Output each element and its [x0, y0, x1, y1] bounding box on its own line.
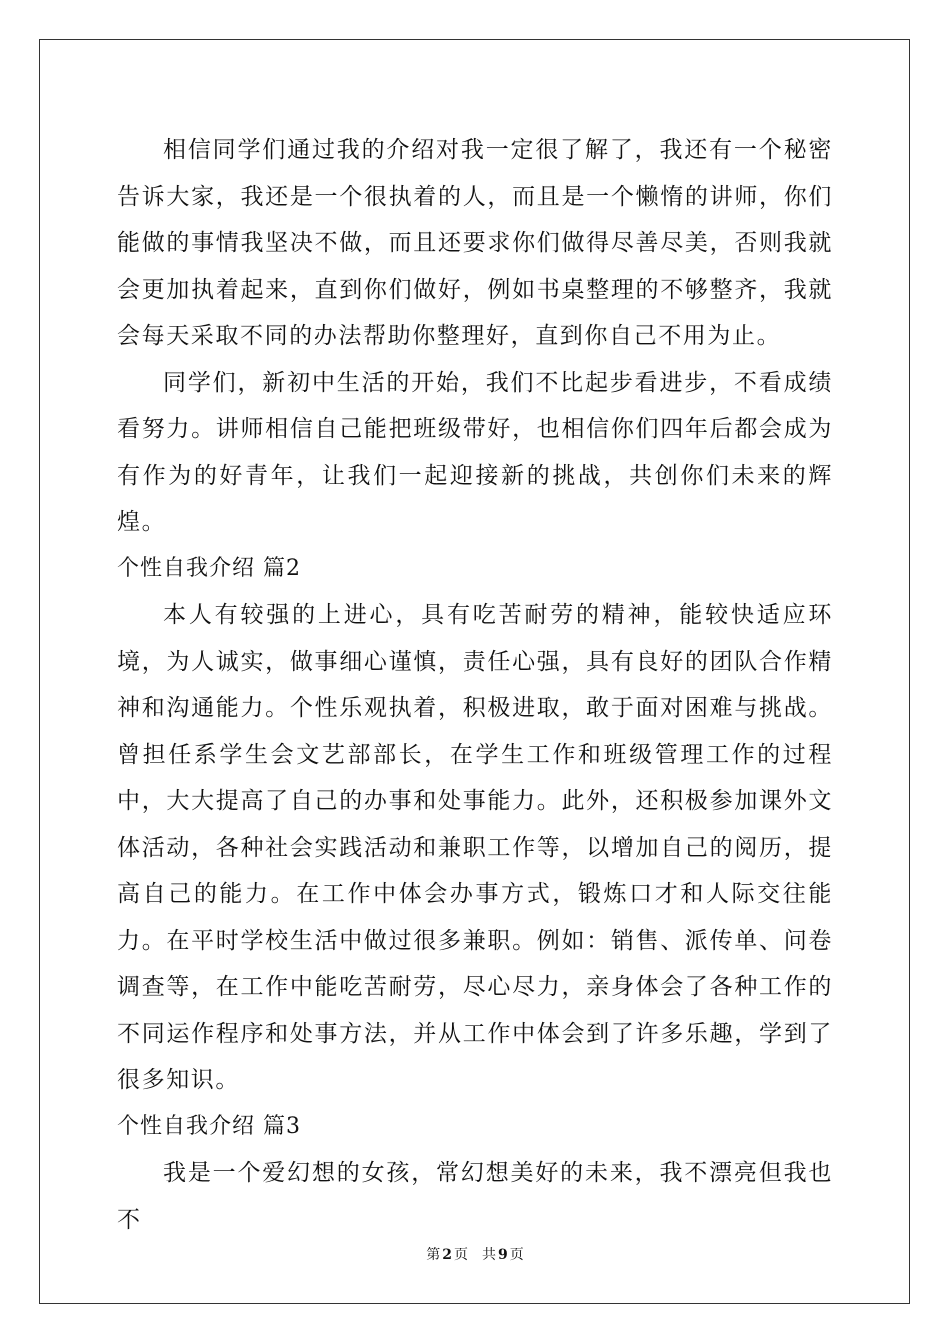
paragraph-3: 本人有较强的上进心，具有吃苦耐劳的精神，能较快适应环境，为人诚实，做事细心谨慎，责任心强，具有良好的团队合作精神和沟通能力。个性乐观执着，积极进取，敢于面对困难与挑战。曾担任系学生会文艺部部长，在学生工作和班级管理工作的过程中，大大提高了自己的办事和处事能力。此外，还积极参加课外文体活动，各种社会实践活动和兼职工作等，以增加自己的阅历，提高自己的能力。在工作中体会办事方式，锻炼口才和人际交往能力。在平时学校生活中做过很多兼职。例如：销售、派传单、问卷调查等，在工作中能吃苦耐劳，尽心尽力，亲身体会了各种工作的不同运作程序和处事方法，并从工作中体会到了许多乐趣，学到了很多知识。 [117, 602, 833, 1093]
page-total: 9 [498, 1247, 508, 1263]
page-footer [0, 1246, 950, 1264]
section-heading-2: 个性自我介绍 篇2 [117, 555, 301, 581]
paragraph-2: 同学们，新初中生活的开始，我们不比起步看进步，不看成绩看努力。讲师相信自己能把班级带好，也相信你们四年后都会成为有作为的好青年，让我们一起迎接新的挑战，共创你们未来的辉煌。 [117, 369, 833, 535]
paragraph-4: 我是一个爱幻想的女孩，常幻想美好的未来，我不漂亮但我也不 [117, 1160, 833, 1233]
page-prefix: 第 [426, 1247, 441, 1263]
total-prefix: 共 [482, 1247, 496, 1263]
document-body [117, 127, 833, 1243]
total-suffix: 页 [509, 1247, 524, 1263]
section-heading-3: 个性自我介绍 篇3 [117, 1113, 301, 1139]
page-suffix: 页 [454, 1247, 468, 1263]
page-current: 2 [442, 1247, 452, 1263]
paragraph-1: 相信同学们通过我的介绍对我一定很了解了，我还有一个秘密告诉大家，我还是一个很执着的人，而且是一个懒惰的讲师，你们能做的事情我坚决不做，而且还要求你们做得尽善尽美，否则我就会更加执着起来，直到你们做好，例如书桌整理的不够整齐，我就会每天采取不同的办法帮助你整理好，直到你自己不用为止。 [117, 137, 833, 349]
